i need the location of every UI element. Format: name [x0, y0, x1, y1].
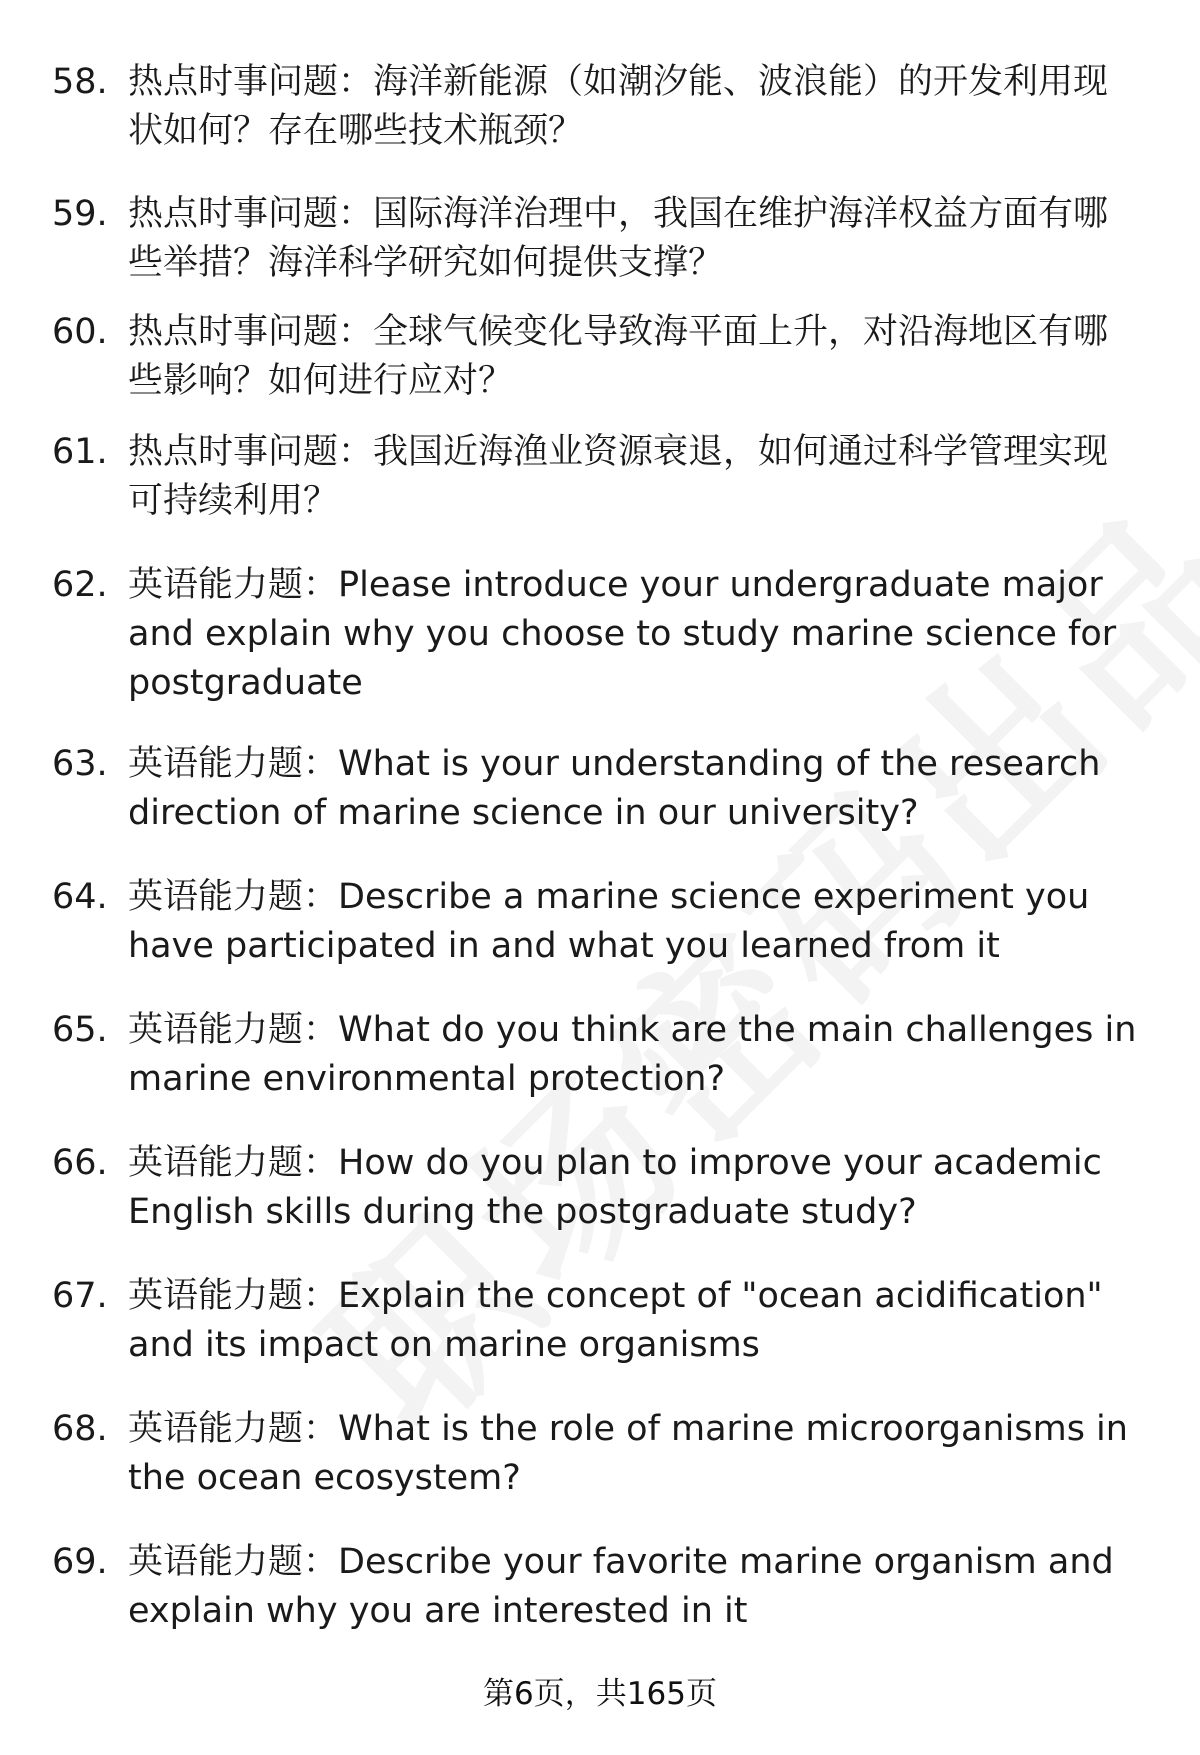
question-number: 58.	[52, 62, 108, 102]
question-item	[0, 308, 1200, 428]
page-number: 第6页，共165页	[483, 1676, 717, 1712]
question-text: 英语能力题：Explain the concept of "ocean acidification" and its impact on marine organisms	[128, 1276, 1103, 1365]
question-text: 英语能力题：What do you think are the main challenges in marine environmental protection?	[128, 1010, 1137, 1099]
question-text: 热点时事问题：国际海洋治理中，我国在维护海洋权益方面有哪些举措？海洋科学研究如何提供支撑？	[128, 194, 1109, 283]
question-item	[0, 428, 1200, 561]
question-item	[0, 561, 1200, 740]
question-number: 69.	[52, 1542, 108, 1582]
question-text: 热点时事问题：我国近海渔业资源衰退，如何通过科学管理实现可持续利用？	[128, 432, 1109, 521]
page-footer	[0, 1672, 1200, 1716]
question-number: 60.	[52, 312, 108, 352]
question-item	[0, 58, 1200, 190]
question-item	[0, 190, 1200, 308]
question-text: 热点时事问题：海洋新能源（如潮汐能、波浪能）的开发利用现状如何？存在哪些技术瓶颈？	[128, 62, 1109, 151]
question-item	[0, 1139, 1200, 1272]
question-item	[0, 1538, 1200, 1648]
question-text: 英语能力题：Describe a marine science experiment you have participated in and what you learned from it	[128, 877, 1090, 966]
question-text: 英语能力题：Describe your favorite marine organism and explain why you are interested in it	[128, 1542, 1114, 1631]
question-item	[0, 873, 1200, 1006]
question-item	[0, 1405, 1200, 1538]
question-number: 66.	[52, 1143, 108, 1183]
question-item	[0, 740, 1200, 873]
question-text: 热点时事问题：全球气候变化导致海平面上升，对沿海地区有哪些影响？如何进行应对？	[128, 312, 1109, 401]
question-number: 68.	[52, 1409, 108, 1449]
question-number: 64.	[52, 877, 108, 917]
question-number: 65.	[52, 1010, 108, 1050]
question-number: 61.	[52, 432, 108, 472]
question-number: 62.	[52, 565, 108, 605]
question-text: 英语能力题：What is your understanding of the research direction of marine science in our university?	[128, 744, 1101, 833]
question-text: 英语能力题：Please introduce your undergraduate major and explain why you choose to study marine science for postgraduate	[128, 565, 1117, 703]
question-item	[0, 1272, 1200, 1405]
question-number: 67.	[52, 1276, 108, 1316]
question-number: 63.	[52, 744, 108, 784]
question-text: 英语能力题：What is the role of marine microorganisms in the ocean ecosystem?	[128, 1409, 1128, 1498]
question-text: 英语能力题：How do you plan to improve your academic English skills during the postgraduate study?	[128, 1143, 1102, 1232]
question-item	[0, 1006, 1200, 1139]
question-number: 59.	[52, 194, 108, 234]
question-list	[0, 58, 1200, 1648]
